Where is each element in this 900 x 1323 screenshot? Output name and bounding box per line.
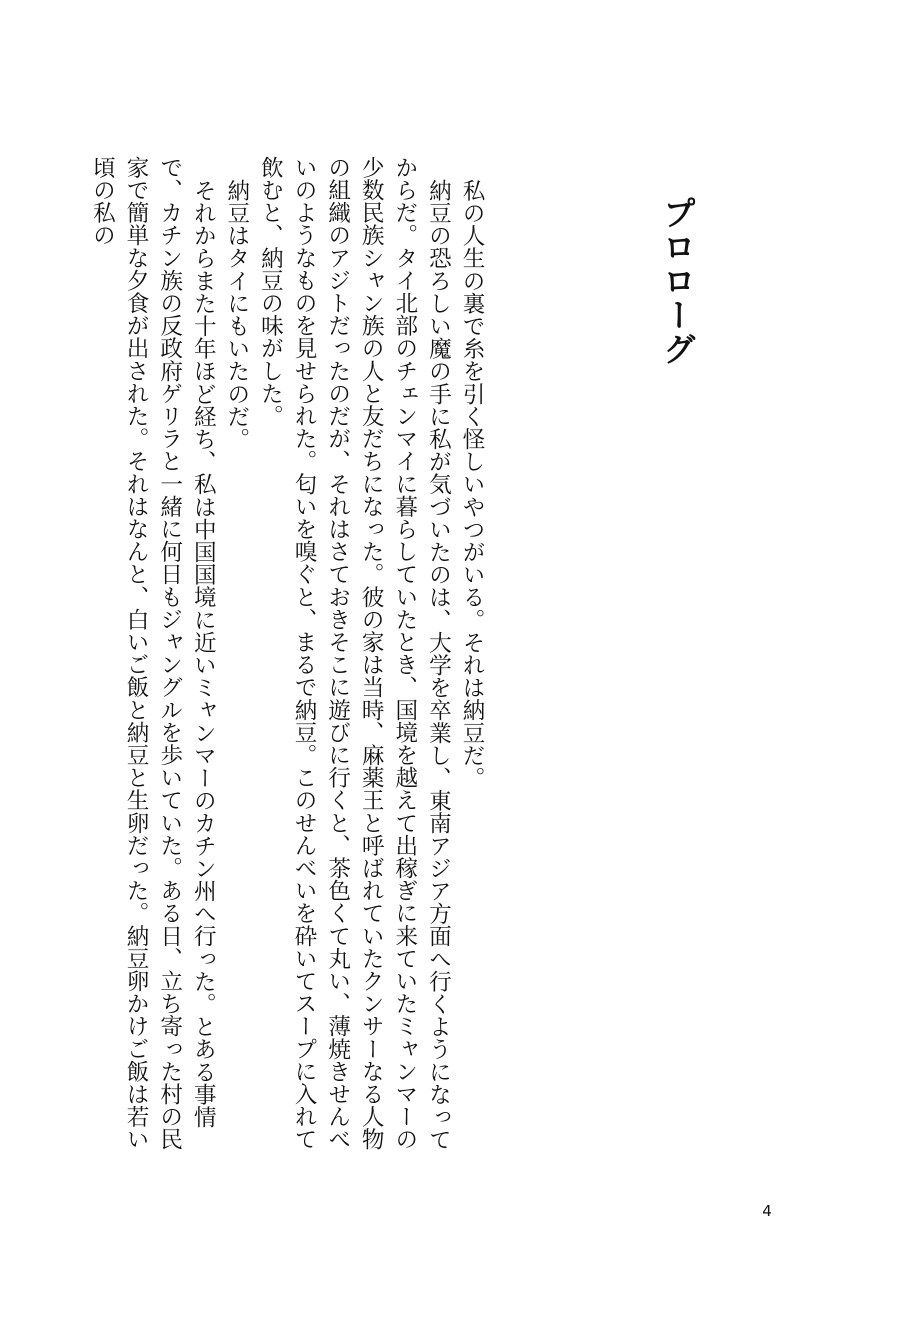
paragraph-4: それからまた十年ほど経ち、私は中国国境に近いミャンマーのカチン州へ行った。とある事情で、カチン族の反政府ゲリラと一緒に何日もジャングルを歩いていた。ある日、立ち寄った村の民家で簡単な夕食が出された。それはなんと、白いご飯と納豆と生卵だった。納豆卵かけご飯は若い頃の私の <box>89 156 217 1151</box>
paragraph-1: 私の人生の裏で糸を引く怪しいやつがいる。それは納豆だ。 <box>459 178 485 789</box>
body-text <box>89 156 488 1161</box>
page-number: 4 <box>762 1202 772 1220</box>
chapter-title: プロローグ <box>658 196 697 366</box>
paragraph-2: 納豆の恐ろしい魔の手に私が気づいたのは、大学を卒業し、東南アジア方面へ行くようになってからだ。タイ北部のチェンマイに暮らしていたとき、国境を越えて出稼ぎに来ていたミャンマーの少数民族シャン族の人と友だちになった。彼の家は当時、麻薬王と呼ばれていたクンサーなる人物の組織のアジトだったのだが、それはさておきそこに遊びに行くと、茶色くて丸い、薄焼きせんべいのようなものを見せられた。匂いを嗅ぐと、まるで納豆。このせんべいを砕いてスープに入れて飲むと、納豆の味がした。 <box>257 156 452 1151</box>
paragraph-3: 納豆はタイにもいたのだ。 <box>223 178 250 450</box>
